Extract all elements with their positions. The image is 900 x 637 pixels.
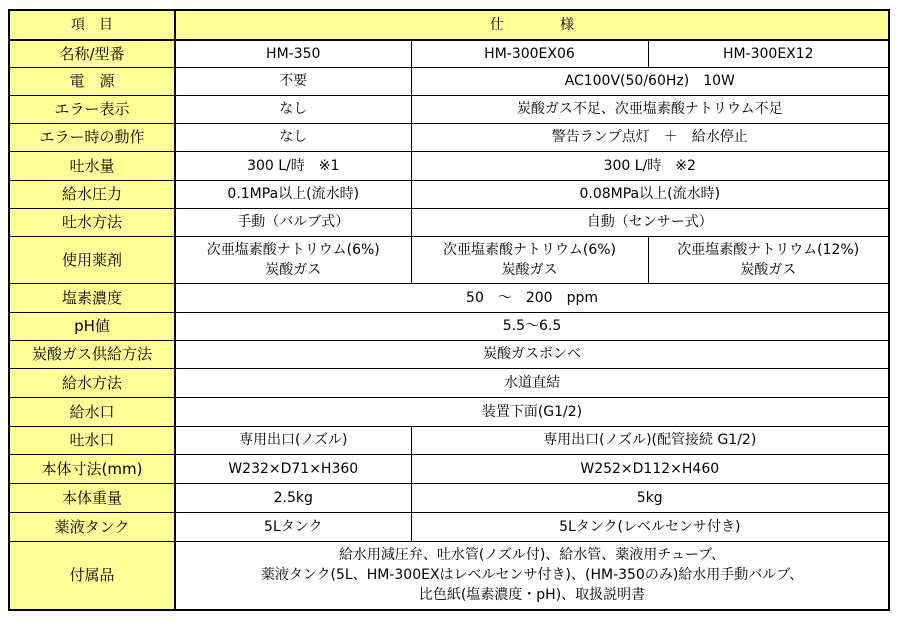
row-label: 給水口 xyxy=(9,397,175,426)
table-row xyxy=(9,67,889,95)
cell-line: 次亜塩素酸ナトリウム(12%) xyxy=(677,241,860,258)
cell xyxy=(175,236,411,283)
row-label: 吐水量 xyxy=(9,151,175,180)
table-row xyxy=(9,283,889,312)
cell: 装置下面(G1/2) xyxy=(175,397,889,426)
table-row xyxy=(9,40,889,67)
cell: AC100V(50/60Hz) 10W xyxy=(411,67,889,95)
cell: 炭酸ガス不足、次亜塩素酸ナトリウム不足 xyxy=(411,95,889,123)
header-row xyxy=(9,10,889,40)
header-item: 項 目 xyxy=(9,10,175,40)
cell: 0.1MPa以上(流水時) xyxy=(175,180,411,208)
cell: 専用出口(ノズル)(配管接続 G1/2) xyxy=(411,426,889,454)
cell: 300 L/時 ※1 xyxy=(175,151,411,180)
cell-line: 次亜塩素酸ナトリウム(6%) xyxy=(206,241,380,258)
cell: 専用出口(ノズル) xyxy=(175,426,411,454)
table-row xyxy=(9,180,889,208)
cell: HM-300EX12 xyxy=(648,40,889,67)
cell: 警告ランプ点灯 ＋ 給水停止 xyxy=(411,123,889,151)
table-row xyxy=(9,483,889,512)
row-label: 給水方法 xyxy=(9,368,175,397)
row-label: 吐水口 xyxy=(9,426,175,454)
cell: 水道直結 xyxy=(175,368,889,397)
row-label: エラー表示 xyxy=(9,95,175,123)
cell: 5kg xyxy=(411,483,889,512)
table-row xyxy=(9,123,889,151)
table-row xyxy=(9,95,889,123)
cell: 2.5kg xyxy=(175,483,411,512)
cell-line: 炭酸ガス xyxy=(501,261,558,278)
cell: なし xyxy=(175,95,411,123)
cell: 50 ～ 200 ppm xyxy=(175,283,889,312)
cell: 5.5～6.5 xyxy=(175,312,889,340)
row-label: 薬液タンク xyxy=(9,512,175,541)
row-label: pH値 xyxy=(9,312,175,340)
cell-line: 次亜塩素酸ナトリウム(6%) xyxy=(443,241,616,258)
cell: HM-300EX06 xyxy=(411,40,648,67)
table-row xyxy=(9,397,889,426)
row-label: 塩素濃度 xyxy=(9,283,175,312)
cell: W252×D112×H460 xyxy=(411,454,889,483)
table-row xyxy=(9,208,889,236)
cell xyxy=(648,236,889,283)
row-label: 名称/型番 xyxy=(9,40,175,67)
cell-line: 炭酸ガス xyxy=(740,261,797,278)
row-label: 電 源 xyxy=(9,67,175,95)
cell xyxy=(411,236,648,283)
header-spec: 仕 様 xyxy=(175,10,889,40)
cell: 0.08MPa以上(流水時) xyxy=(411,180,889,208)
cell: HM-350 xyxy=(175,40,411,67)
row-label: エラー時の動作 xyxy=(9,123,175,151)
accessories-line: 薬液タンク(5L、HM-300EXはレベルセンサ付き)、(HM-350のみ)給水用手動バルブ、 xyxy=(260,567,804,584)
cell: 手動（バルブ式） xyxy=(175,208,411,236)
table-row xyxy=(9,426,889,454)
table-row xyxy=(9,512,889,541)
cell-line: 炭酸ガス xyxy=(265,261,322,278)
spec-table xyxy=(8,9,890,611)
table-row xyxy=(9,454,889,483)
row-label: 本体重量 xyxy=(9,483,175,512)
table-row xyxy=(9,541,889,610)
row-label: 給水圧力 xyxy=(9,180,175,208)
table-row xyxy=(9,236,889,283)
cell: なし xyxy=(175,123,411,151)
row-label: 使用薬剤 xyxy=(9,236,175,283)
cell: 300 L/時 ※2 xyxy=(411,151,889,180)
cell: 炭酸ガスボンベ xyxy=(175,340,889,368)
row-label: 本体寸法(mm) xyxy=(9,454,175,483)
table-row xyxy=(9,312,889,340)
table-row xyxy=(9,340,889,368)
accessories-line: 比色紙(塩素濃度・pH)、取扱説明書 xyxy=(418,587,646,604)
row-label: 炭酸ガス供給方法 xyxy=(9,340,175,368)
table-row xyxy=(9,151,889,180)
row-label: 吐水方法 xyxy=(9,208,175,236)
accessories-line: 給水用減圧弁、吐水管(ノズル付)、給水管、薬液用チューブ、 xyxy=(338,547,726,564)
row-label: 付属品 xyxy=(9,541,175,610)
cell: 5Lタンク xyxy=(175,512,411,541)
table-row xyxy=(9,368,889,397)
cell: 5Lタンク(レベルセンサ付き) xyxy=(411,512,889,541)
cell: 自動（センサー式） xyxy=(411,208,889,236)
accessories-cell xyxy=(175,541,889,610)
cell: W232×D71×H360 xyxy=(175,454,411,483)
cell: 不要 xyxy=(175,67,411,95)
